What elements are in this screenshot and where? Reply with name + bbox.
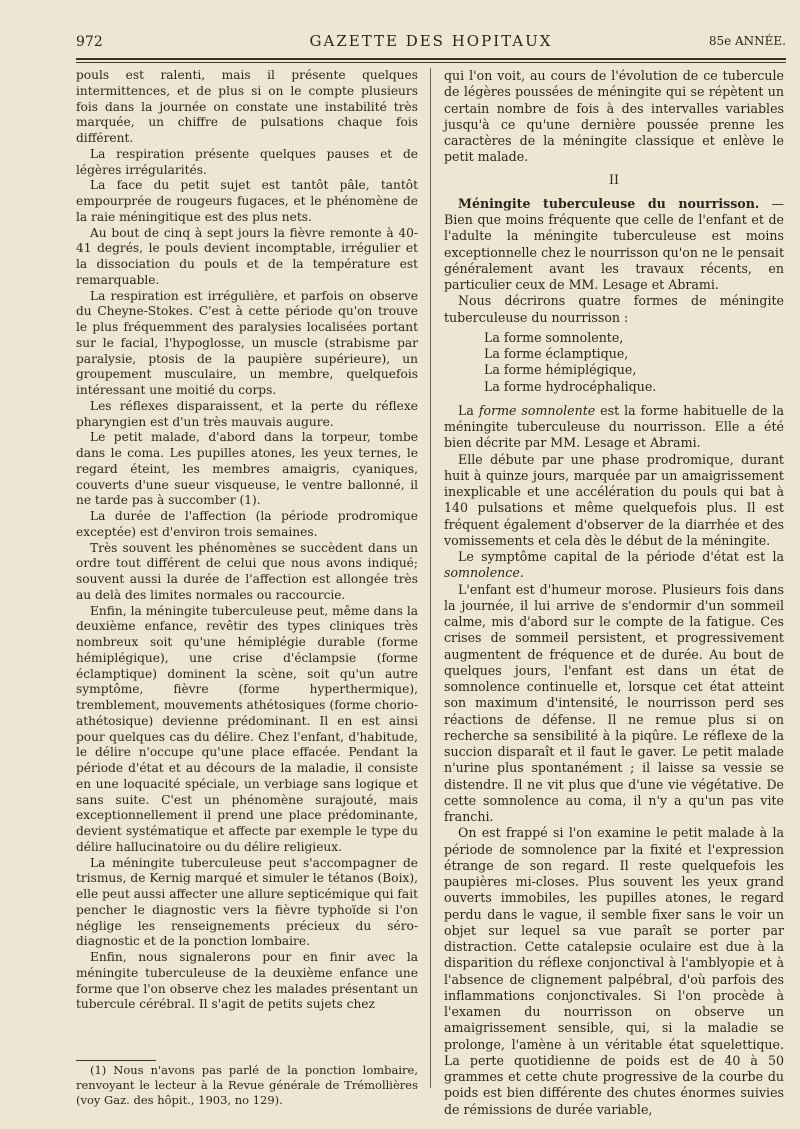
column-divider [430,68,431,1088]
section-number: II [609,171,619,187]
list-item: La forme somnolente, [484,329,624,345]
forms-list [484,330,784,395]
paragraph: Les réflexes disparaissent, et la perte du réflexe pharyngien est d'un très mauvais augure. [76,398,418,429]
text-run: Le symptôme capital de la période d'état est la [458,549,784,564]
section-paragraph [444,196,784,294]
section-heading: Méningite tuberculeuse du nourrisson. [458,195,760,211]
paragraph: La respiration est irrégulière, et parfois on observe du Cheyne-Stokes. C'est à cette période qu'on trouve le plus fréquemment des paralysies localisées portant sur le facial, l'hypoglosse, un muscle (strabisme par paralysie, ptosis de la paupière supérieure), un groupement musculaire, un membre, quelquefois intéressant une moitié du corps. [76,288,418,397]
text-run-italic: somnolence [444,565,520,581]
paragraph: L'enfant est d'humeur morose. Plusieurs fois dans la journée, il lui arrive de s'endormir d'un sommeil calme, mis d'abord sur le compte de la fatigue. Ces crises de sommeil persistent, et progressivement augmentent de fréquence et de durée. Au bout de quelques jours, l'enfant est dans un état de somnolence continuelle et, lorsque cet état atteint son maximum d'intensité, le nourrisson perd ses réactions de défense. Il ne remue plus si on recherche sa sensibilité à la piqûre. Le réflexe de la succion disparaît et il faut le gaver. Le petit malade n'urine plus spontanément ; il laisse sa vessie se distendre. Il ne vit plus que d'une vie végétative. De cette somnolence au coma, il n'y a qu'un pas vite franchi. [444,581,784,824]
paragraph [444,549,784,582]
list-item: La forme hémiplégique, [484,362,637,378]
page-number: 972 [76,34,103,50]
footnote-rule [76,1060,156,1061]
list-item: La forme éclamptique, [484,346,629,361]
paragraph: On est frappé si l'on examine le petit malade à la période de somnolence par la fixité et l'expression étrange de son regard. Il reste quelquefois les paupières mi-closes. Plus souvent les yeux grand ouverts immobiles, les pupilles atones, le regard perdu dans le vague, il semble fixer sans le voir un objet sur lequel sa vue paraît se porter par distraction. Cette catalepsie oculaire est due à la disparition du réflexe conjonctival à l'amblyopie et à l'absence de clignement palpébral, d'où parfois des inflammations conjonctivales. Si l'on procède à l'examen du nourrisson on observe un amaigrissement sensible, qui, si la maladie se prolonge, l'amène à un véritable état squelettique. La perte quotidienne de poids est de 40 à 50 grammes et cette chute progressive de la courbe du poids est bien différente des chutes énormes suivies de rémissions de durée variable, [444,825,784,1117]
paragraph: pouls est ralenti, mais il présente quelques intermittences, et de plus si on le compte plusieurs fois dans la journée on constate une instabilité très marquée, un chiffre de pulsations chaque fois différent. [76,68,418,145]
paragraph: qui l'on voit, au cours de l'évolution de ce tubercule de légères poussées de méningite qui se répètent un certain nombre de fois à des intervalles variables jusqu'à ce qu'une dernière poussée prenne les caractères de la méningite classique et enlève le petit malade. [444,68,784,165]
paragraph: La méningite tuberculeuse peut s'accompagner de trismus, de Kernig marqué et simuler le tétanos (Boix), elle peut aussi affecter une allure septicémique qui fait pencher le diagnostic vers la fièvre typhoïde si l'on néglige les renseignements précieux du séro-diagnostic et de la ponction lombaire. [76,855,418,949]
section-text: — Bien que moins fréquente que celle de l'enfant et de l'adulte la méningite tuberculeuse est moins exceptionnelle chez le nourrisson qu'on ne le pensait généralement avant les travaux récents, en particulier ceux de MM. Lesage et Abrami. [444,195,784,292]
paragraph: Le petit malade, d'abord dans la torpeur, tombe dans le coma. Les pupilles atones, les yeux ternes, le regard éteint, les membres amaigris, cyaniques, couverts d'une sueur visqueuse, le ventre ballonné, il ne tarde pas à succomber (1). [76,430,418,508]
header-rule-thin [76,62,786,63]
footnote-text: (1) Nous n'avons pas parlé de la ponction lombaire, renvoyant le lecteur à la Revue générale de Trémollières (voy Gaz. des hôpit., 1903, no 129). [76,1063,418,1107]
volume-year: 85e ANNÉE. [708,34,786,48]
paragraph: Enfin, nous signalerons pour en finir avec la méningite tuberculeuse de la deuxième enfance une forme que l'on observe chez les malades présentant un tubercule cérébral. Il s'agit de petits sujets chez [76,950,418,1012]
text-run-italic: forme somnolente [478,402,596,418]
paragraph: Enfin, la méningite tuberculeuse peut, même dans la deuxième enfance, revêtir des types cliniques très nombreux soit qu'une hémiplégie durable (forme hémiplégique), une crise d'éclampsie (forme éclamptique) dominent la scène, soit qu'un autre symptôme, fièvre (forme hyperthermique), tremblement, mouvements athétosiques (forme chorio-athétosique) devienne prédominant. Il en est ainsi pour quelques cas du délire. Chez l'enfant, d'habitude, le délire n'occupe qu'une place effacée. Pendant la période d'état et au décours de la maladie, il consiste en une loquacité spéciale, un verbiage sans logique et sans suite. C'est un phénomène surajouté, mais exceptionnellement il prend une place prédominante, devient systématique et affecte par exemple le type du délire hallucinatoire ou du délire religieux. [76,603,418,854]
text-run: est la forme habituelle de la méningite tuberculeuse du nourrisson. Elle a été bien décrite par MM. Lesage et Abrami. [444,402,785,451]
list-item: La forme hydrocéphalique. [484,378,657,394]
running-header [76,32,786,54]
text-run: . [519,565,524,581]
paragraph: Très souvent les phénomènes se succèdent dans un ordre tout différent de celui que nous avons indiqué; souvent aussi la durée de l'affection est allongée très au delà des limites normales ou raccourcie. [76,540,418,602]
paragraph: La respiration présente quelques pauses et de légères irrégularités. [76,146,418,177]
left-column [76,68,418,1013]
paragraph: Elle débute par une phase prodromique, durant huit à quinze jours, marquée par un amaigrissement inexplicable et une accélération du pouls qui bat à 140 pulsations et même quelquefois plus. Il est fréquent également d'observer de la diarrhée et des vomissements et cela dès le début de la méningite. [444,451,784,548]
paragraph: Au bout de cinq à sept jours la fièvre remonte à 40-41 degrés, le pouls devient incomptable, irrégulier et la dissociation du pouls et de la température est remarquable. [76,225,418,287]
paragraph: La durée de l'affection (la période prodromique exceptée) est d'environ trois semaines. [76,509,418,539]
right-column [444,68,784,1118]
text-run: La [458,402,479,418]
journal-title: GAZETTE DES HOPITAUX [309,32,553,50]
header-rule-thick [76,58,786,60]
paragraph [444,403,784,452]
footnote [76,1063,418,1108]
paragraph: Nous décrirons quatre formes de méningite tuberculeuse du nourrisson : [444,293,784,325]
paragraph: La face du petit sujet est tantôt pâle, tantôt empourprée de rougeurs fugaces, et le phénomène de la raie méningitique est des plus nets. [76,178,418,224]
